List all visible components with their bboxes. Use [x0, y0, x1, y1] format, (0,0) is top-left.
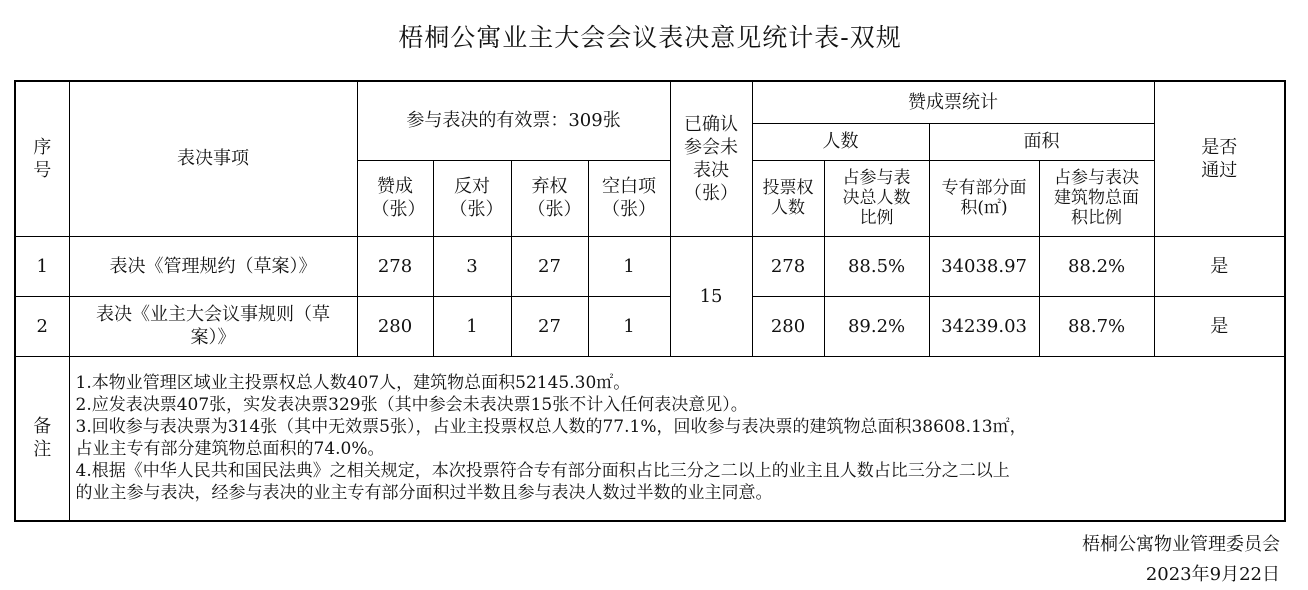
row-voters: 278	[752, 236, 824, 296]
row-abstain: 27	[511, 296, 588, 356]
row-seq: 2	[15, 296, 69, 356]
header-voters: 投票权人数	[752, 160, 824, 236]
row-blank: 1	[588, 296, 670, 356]
row-passed: 是	[1154, 296, 1285, 356]
row-exclusive-area: 34038.97	[929, 236, 1039, 296]
row-people-ratio: 88.5%	[824, 236, 929, 296]
row-approve: 278	[357, 236, 433, 296]
row-oppose: 1	[433, 296, 511, 356]
note-line: 4.根据《中华人民共和国民法典》之相关规定，本次投票符合专有部分面积占比三分之二以上的业主且人数占比三分之二以上	[75, 461, 1010, 482]
row-approve: 280	[357, 296, 433, 356]
header-approve-stats: 赞成票统计	[752, 81, 1154, 123]
note-line: 的业主参与表决，经参与表决的业主专有部分面积过半数且参与表决人数过半数的业主同意。	[75, 483, 773, 504]
header-people-ratio: 占参与表决总人数比例	[824, 160, 929, 236]
row-passed: 是	[1154, 236, 1285, 296]
note-line: 1.本物业管理区域业主投票权总人数407人，建筑物总面积52145.30㎡。	[75, 373, 631, 394]
row-area-ratio: 88.2%	[1039, 236, 1154, 296]
header-seq: 序号	[15, 81, 69, 236]
header-approve: 赞成（张）	[357, 160, 433, 236]
notes-content	[69, 356, 1285, 521]
header-item: 表决事项	[69, 81, 357, 236]
header-passed: 是否通过	[1154, 81, 1285, 236]
note-line: 占业主专有部分建筑物总面积的74.0%。	[75, 439, 385, 460]
row-oppose: 3	[433, 236, 511, 296]
footer-date: 2023年9月22日	[1145, 564, 1280, 585]
row-area-ratio: 88.7%	[1039, 296, 1154, 356]
note-line: 2.应发表决票407张，实发表决票329张（其中参会未表决票15张不计入任何表决意见）。	[75, 395, 748, 416]
row-people-ratio: 89.2%	[824, 296, 929, 356]
header-oppose: 反对（张）	[433, 160, 511, 236]
confirmed-not-voted-value: 15	[670, 236, 752, 356]
row-voters: 280	[752, 296, 824, 356]
row-item: 表决《业主大会议事规则（草案）》	[69, 296, 357, 356]
row-item: 表决《管理规约（草案）》	[69, 236, 357, 296]
vote-statistics-table	[14, 80, 1286, 522]
header-abstain: 弃权（张）	[511, 160, 588, 236]
header-people: 人数	[752, 123, 929, 160]
header-area: 面积	[929, 123, 1154, 160]
header-confirmed-not-voted: 已确认参会未表决（张）	[670, 81, 752, 236]
row-abstain: 27	[511, 236, 588, 296]
row-exclusive-area: 34239.03	[929, 296, 1039, 356]
note-line: 3.回收参与表决票为314张（其中无效票5张），占业主投票权总人数的77.1%，回收参与表决票的建筑物总面积38608.13㎡，	[75, 417, 1027, 438]
row-blank: 1	[588, 236, 670, 296]
header-area-ratio: 占参与表决建筑物总面积比例	[1039, 160, 1154, 236]
header-blank: 空白项（张）	[588, 160, 670, 236]
header-exclusive-area: 专有部分面积(㎡)	[929, 160, 1039, 236]
row-seq: 1	[15, 236, 69, 296]
table-row	[15, 236, 1285, 296]
table-row	[15, 296, 1285, 356]
header-valid-votes: 参与表决的有效票：309张	[357, 81, 670, 160]
notes-label: 备注	[15, 356, 69, 521]
footer-organization: 梧桐公寓物业管理委员会	[1082, 534, 1280, 555]
page-title: 梧桐公寓业主大会会议表决意见统计表-双规	[398, 23, 902, 52]
